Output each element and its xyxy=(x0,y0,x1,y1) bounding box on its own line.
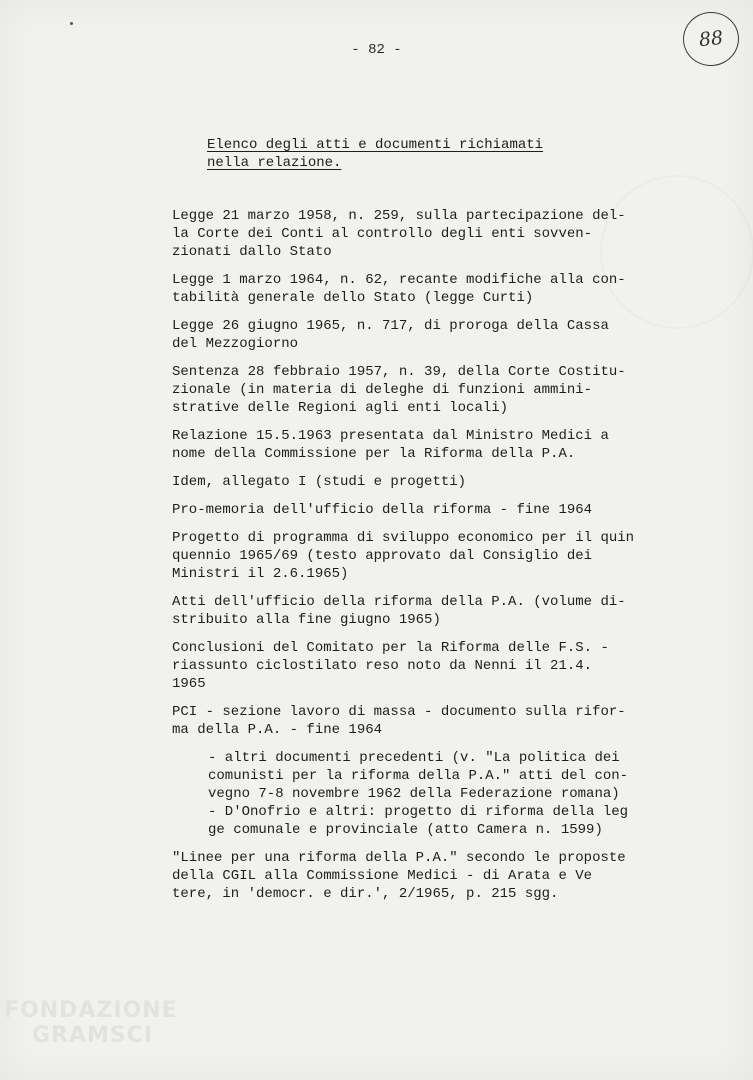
list-item-line: Legge 21 marzo 1958, n. 259, sulla partecipazione del- xyxy=(172,208,626,224)
list-item-line: Conclusioni del Comitato per la Riforma delle F.S. - xyxy=(172,640,609,656)
list-item-line: - altri documenti precedenti (v. "La politica dei xyxy=(208,750,620,766)
list-item-line: Pro-memoria dell'ufficio della riforma - fine 1964 xyxy=(172,502,593,518)
list-item xyxy=(172,363,672,417)
list-item-line: tere, in 'democr. e dir.', 2/1965, p. 215 sgg. xyxy=(172,886,559,902)
list-item-line: Atti dell'ufficio della riforma della P.A. (volume di- xyxy=(172,594,626,610)
list-item-line: la Corte dei Conti al controllo degli enti sovven- xyxy=(172,226,593,242)
list-item xyxy=(172,207,672,261)
page-number: - 82 - xyxy=(351,42,402,58)
list-item-line: - D'Onofrio e altri: progetto di riforma della leg xyxy=(208,804,629,820)
list-item-line: strative delle Regioni agli enti locali) xyxy=(172,400,509,416)
archive-number-circled: 88 xyxy=(680,9,741,69)
list-item-line: Ministri il 2.6.1965) xyxy=(172,566,349,582)
list-item-line: quennio 1965/69 (testo approvato dal Consiglio dei xyxy=(172,548,593,564)
list-item-line: stribuito alla fine giugno 1965) xyxy=(172,612,441,628)
list-item-line: ge comunale e provinciale (atto Camera n. 1599) xyxy=(208,822,603,838)
list-item-line: riassunto ciclostilato reso noto da Nenni il 21.4. xyxy=(172,658,593,674)
list-item-line: Relazione 15.5.1963 presentata dal Ministro Medici a xyxy=(172,428,609,444)
list-item-line: Legge 1 marzo 1964, n. 62, recante modifiche alla con- xyxy=(172,272,626,288)
watermark-line: GRAMSCI xyxy=(32,1023,154,1048)
list-item xyxy=(172,427,672,463)
title-line: nella relazione. xyxy=(207,155,342,171)
list-item xyxy=(172,593,672,629)
list-item xyxy=(172,849,672,903)
list-item-line: zionale (in materia di deleghe di funzioni ammini- xyxy=(172,382,593,398)
list-item xyxy=(172,703,672,739)
list-item xyxy=(172,639,672,693)
list-item xyxy=(172,501,672,519)
list-item-line: "Linee per una riforma della P.A." secondo le proposte xyxy=(172,850,626,866)
list-item-line: comunisti per la riforma della P.A." atti del con- xyxy=(208,768,629,784)
document-title xyxy=(207,136,627,172)
list-item-line: zionati dallo Stato xyxy=(172,244,332,260)
list-item-line: vegno 7-8 novembre 1962 della Federazione romana) xyxy=(208,786,620,802)
list-item xyxy=(172,473,672,491)
list-item-line: nome della Commissione per la Riforma della P.A. xyxy=(172,446,576,462)
watermark-logo xyxy=(4,998,204,1048)
list-item-line: della CGIL alla Commissione Medici - di Arata e Ve xyxy=(172,868,593,884)
list-subitem xyxy=(208,749,672,839)
list-item-line: Sentenza 28 febbraio 1957, n. 39, della Corte Costitu- xyxy=(172,364,626,380)
title-line: Elenco degli atti e documenti richiamati xyxy=(207,137,544,153)
document-list xyxy=(172,207,672,913)
list-item-line: tabilità generale dello Stato (legge Curti) xyxy=(172,290,534,306)
list-item xyxy=(172,317,672,353)
list-item-line: Legge 26 giugno 1965, n. 717, di proroga della Cassa xyxy=(172,318,609,334)
list-item-line: PCI - sezione lavoro di massa - documento sulla rifor- xyxy=(172,704,626,720)
list-item xyxy=(172,271,672,307)
list-item-line: Idem, allegato I (studi e progetti) xyxy=(172,474,467,490)
list-item-line: Progetto di programma di sviluppo economico per il quin xyxy=(172,530,635,546)
ink-dot xyxy=(70,22,73,25)
list-item-line: ma della P.A. - fine 1964 xyxy=(172,722,383,738)
watermark-line: FONDAZIONE xyxy=(4,998,178,1023)
list-item xyxy=(172,529,672,583)
list-item-line: del Mezzogiorno xyxy=(172,336,299,352)
list-item-line: 1965 xyxy=(172,676,206,692)
